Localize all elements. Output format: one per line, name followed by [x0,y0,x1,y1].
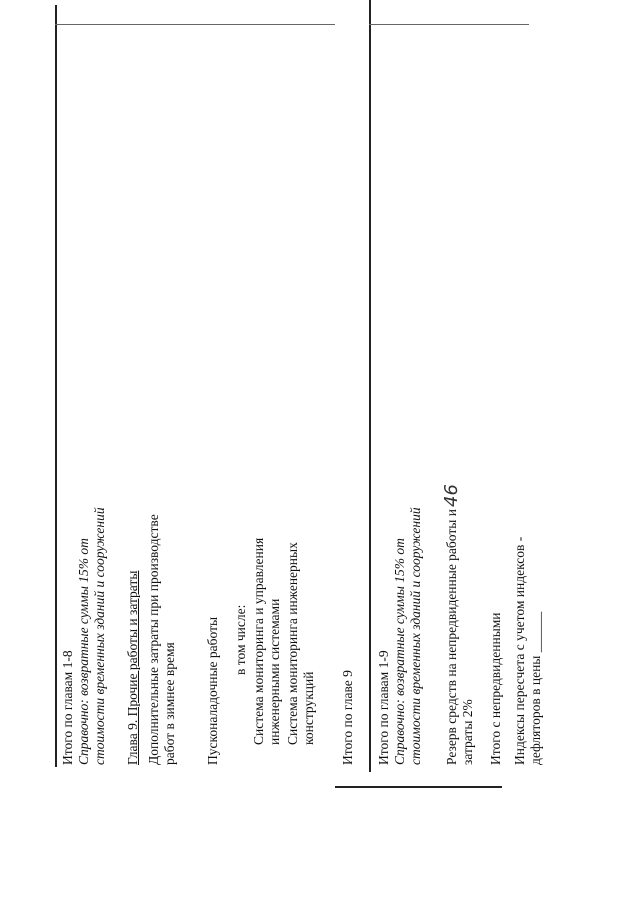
monitoring-engineering-systems-line-2: инженерными системами [267,598,282,745]
page-number: 46 [440,484,462,507]
column-divider-top [55,24,335,25]
winter-costs-line-1: Дополнительные затраты при производстве [146,514,161,765]
total-chapters-1-9-label: Итого по главам 1-9 [376,650,391,765]
reference-note-2-line-2: стоимости временных зданий и сооружений [408,507,423,765]
reference-note-line-2: стоимости временных зданий и сооружений [92,507,107,765]
monitoring-engineering-systems-line-1: Система мониторинга и управления [251,537,266,745]
reference-note-line-1: Справочно: возвратные суммы 15% от [76,538,91,765]
monitoring-structures-line-1: Система мониторинга инженерных [285,542,300,745]
monitoring-structures-line-2: конструкций [301,671,316,745]
row-separator-thin-1 [440,786,470,788]
commissioning-works-label: Пусконаладочные работы [205,616,220,765]
winter-costs-line-2: работ в зимнее время [162,642,177,765]
recalculation-indices-line-2: дефляторов в цены ______ [528,611,543,765]
total-chapters-1-8-label: Итого по главам 1-8 [60,650,75,765]
reserve-funds-line-2: затраты 2% [460,699,475,765]
reference-note-2-line-1: Справочно: возвратные суммы 15% от [392,538,407,765]
row-separator-thin-2 [482,786,502,788]
table-top-border [55,5,57,767]
including-label: в том числе: [233,604,248,675]
total-with-contingencies-label: Итого с непредвиденными [488,612,503,765]
reserve-funds-line-1: Резерв средств на непредвиденные работы и [444,509,459,765]
total-chapter-9-label: Итого по главе 9 [340,670,355,765]
chapter-9-heading: Глава 9. Прочие работы и затраты [125,570,140,765]
column-divider-bottom [369,24,529,25]
recalculation-indices-line-1: Индексы пересчета с учетом индексов - [512,536,527,765]
row-separator-before-chapters-1-9-total [369,0,371,772]
